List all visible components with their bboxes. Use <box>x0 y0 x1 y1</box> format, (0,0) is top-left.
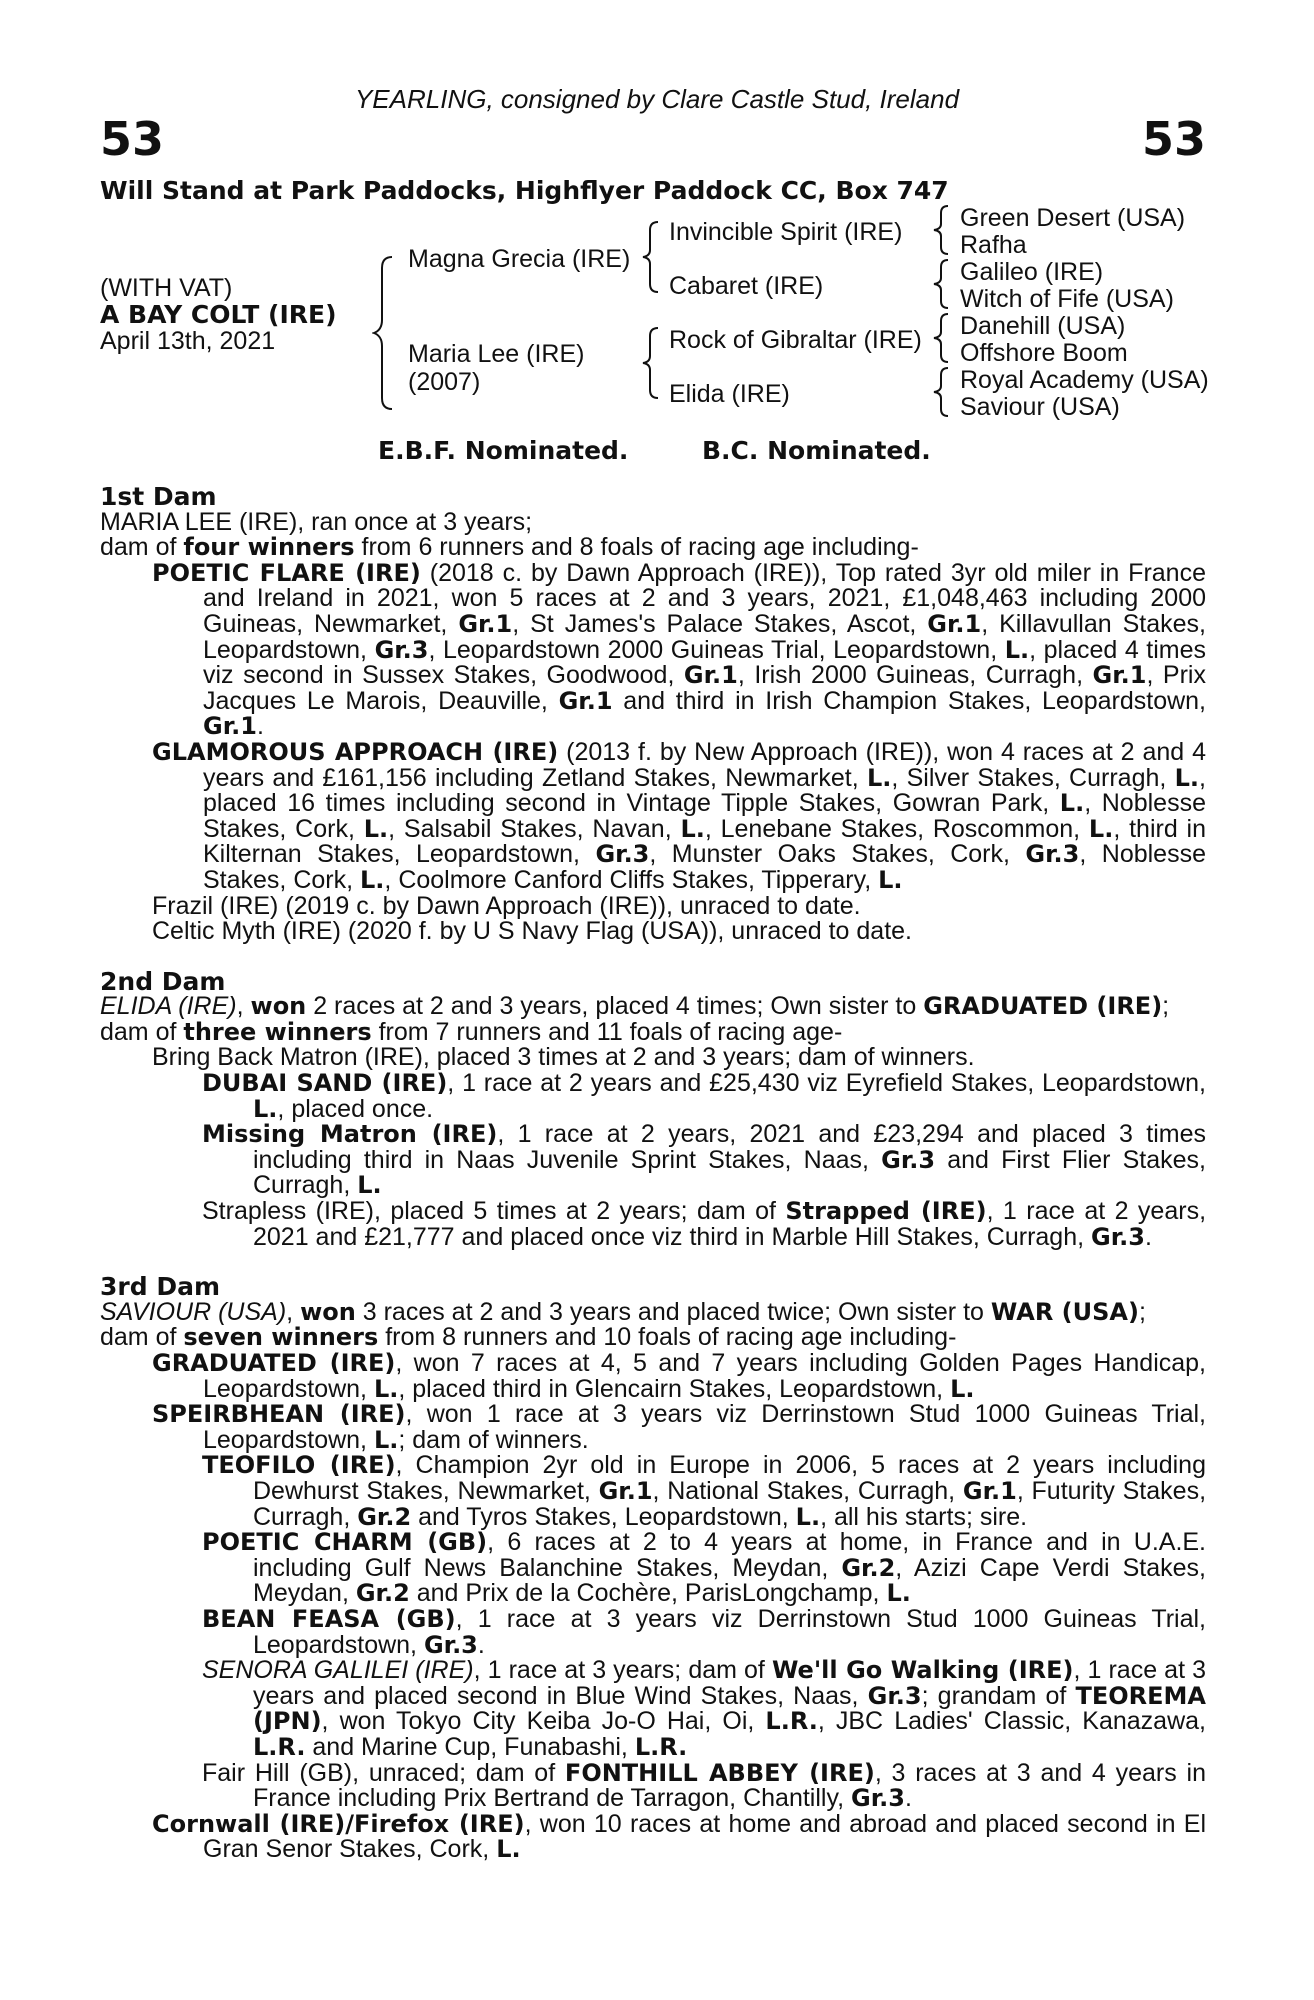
text-span: dam of <box>100 1017 184 1046</box>
third-dam-line1 <box>100 1297 1206 1326</box>
consignment-header: YEARLING, consigned by Clare Castle Stud, Ireland <box>354 84 960 114</box>
bold-span: Gr.2 <box>841 1553 896 1582</box>
text-span: from 6 runners and 8 foals of racing age including- <box>354 533 919 562</box>
pedigree-brace-g56 <box>930 312 952 364</box>
bold-span: L. <box>496 1835 521 1864</box>
bold-span: Strapped (IRE) <box>785 1197 987 1226</box>
text-span: Strapless (IRE), placed 5 times at 2 years; dam of <box>202 1197 786 1226</box>
bold-span: L. <box>878 865 903 894</box>
text-span: , JBC Ladies' Classic, Kanazawa, <box>817 1707 1206 1736</box>
first-dam-line1: MARIA LEE (IRE), ran once at 3 years; <box>100 507 533 536</box>
bold-span: L.R. <box>634 1732 688 1761</box>
bold-span: Gr.3 <box>1091 1222 1145 1251</box>
text-span: , won 10 races at home and abroad and placed second in El Gran Senor Stakes, Cork, <box>203 1809 1206 1864</box>
gp-1: Green Desert (USA) <box>960 204 1186 232</box>
bold-span: L. <box>373 1374 399 1403</box>
pedigree-brace-main <box>372 254 398 412</box>
text-span: ; <box>1138 1297 1146 1326</box>
bold-span: L. <box>363 814 389 843</box>
text-span: dam of <box>100 1323 184 1352</box>
text-span: dam of <box>100 533 184 562</box>
bold-span: L.R. <box>253 1732 306 1761</box>
bold-span: FONTHILL ABBEY (IRE) <box>564 1758 875 1787</box>
bold-span: L. <box>1174 763 1200 792</box>
text-span: and Prix de la Cochère, ParisLongchamp, <box>409 1579 887 1608</box>
bold-span: Missing Matron (IRE) <box>202 1120 498 1149</box>
text-span: , Leopardstown 2000 Guineas Trial, Leopardstown, <box>428 635 1005 664</box>
text-span: Fair Hill (GB), unraced; dam of <box>202 1758 565 1787</box>
ebf-nomination: E.B.F. Nominated. <box>378 436 629 465</box>
bc-nomination: B.C. Nominated. <box>702 436 931 465</box>
bold-span: GLAMOROUS APPROACH (IRE) <box>152 737 559 766</box>
bold-span: L. <box>886 1579 911 1608</box>
bold-span: Gr.3 <box>595 840 650 869</box>
sire-sire: Invincible Spirit (IRE) <box>669 218 903 246</box>
bold-span: Cornwall (IRE)/Firefox (IRE) <box>152 1809 525 1838</box>
bold-span: Gr.2 <box>355 1579 410 1608</box>
bold-span: L. <box>950 1374 975 1403</box>
text-span: , Killavullan Stakes, Leopardstown, <box>203 609 1206 664</box>
text-span: , National Stakes, Curragh, <box>652 1476 963 1505</box>
text-span: , 3 races at 3 and 4 years in France including Prix Bertrand de Tarragon, Chantilly, <box>253 1758 1206 1813</box>
bold-span: TEOREMA (JPN) <box>253 1681 1206 1736</box>
text-span: , 1 race at 3 years viz Derrinstown Stud 1000 Guineas Trial, Leopardstown, <box>253 1604 1206 1659</box>
produce-entry <box>100 1402 1206 1453</box>
second-dam-line1 <box>100 994 1206 1020</box>
produce-entry <box>100 1071 1206 1122</box>
text-span: , third in Kilternan Stakes, Leopardstown, <box>203 814 1206 869</box>
dam-year: (2007) <box>408 368 481 396</box>
pedigree-brace-g34 <box>930 258 952 310</box>
stand-location: Will Stand at Park Paddocks, Highflyer Paddock CC, Box 747 <box>100 176 949 205</box>
produce-entry: Frazil (IRE) (2019 c. by Dawn Approach (IRE)), unraced to date. <box>152 891 861 920</box>
pedigree-brace-dam <box>640 326 662 400</box>
text-span: (2013 f. by New Approach (IRE)), won 4 races at 2 and 4 years and £161,156 including Zetland Stakes, Newmarket, <box>203 737 1207 792</box>
italic-span: SENORA GALILEI (IRE) <box>202 1656 474 1685</box>
pedigree-brace-sire <box>640 220 662 294</box>
gp-8: Saviour (USA) <box>960 393 1120 421</box>
bold-span: four winners <box>183 533 355 562</box>
text-span: , placed third in Glencairn Stakes, Leopardstown, <box>398 1374 951 1403</box>
text-span: , 1 race at 3 years; dam of <box>473 1656 772 1685</box>
horse-name: A BAY COLT (IRE) <box>100 300 337 329</box>
produce-entry <box>100 1809 1206 1864</box>
gp-3: Galileo (IRE) <box>960 258 1104 286</box>
bold-span: L. <box>373 1425 399 1454</box>
produce-entry: Celtic Myth (IRE) (2020 f. by U S Navy Flag (USA)), unraced to date. <box>152 917 912 946</box>
bold-span: won <box>300 1297 356 1326</box>
second-dam-line2 <box>100 1017 1206 1046</box>
bold-span: Gr.3 <box>374 635 429 664</box>
italic-span: ELIDA (IRE) <box>100 992 237 1021</box>
bold-span: Gr.1 <box>458 609 513 638</box>
text-span: , all his starts; sire. <box>820 1502 1028 1531</box>
text-span: , placed 4 times viz second in Sussex Stakes, Goodwood, <box>203 635 1206 690</box>
text-span: , 1 race at 3 years and placed second in Blue Wind Stakes, Naas, <box>253 1656 1206 1710</box>
bold-span: L. <box>866 763 892 792</box>
bold-span: L. <box>795 1502 821 1531</box>
dam-sire: Rock of Gibraltar (IRE) <box>669 326 922 354</box>
pedigree-brace-g12 <box>930 204 952 256</box>
sire: Magna Grecia (IRE) <box>408 245 631 273</box>
bold-span: L. <box>1059 789 1085 818</box>
bold-span: three winners <box>183 1017 372 1046</box>
bold-span: Gr.3 <box>1025 840 1080 869</box>
pedigree-brace-g78 <box>930 366 952 418</box>
gp-2: Rafha <box>960 231 1027 259</box>
bold-span: Gr.3 <box>423 1630 478 1659</box>
bold-span: POETIC CHARM (GB) <box>202 1528 488 1557</box>
text-span: and Tyros Stakes, Leopardstown, <box>411 1502 796 1531</box>
bold-span: Gr.1 <box>1092 661 1147 690</box>
dam-dam: Elida (IRE) <box>669 380 790 408</box>
text-span: , Noblesse Stakes, Cork, <box>203 840 1206 894</box>
bold-span: L. <box>357 1171 382 1200</box>
produce-entry <box>100 1199 1206 1250</box>
text-span: , placed once. <box>277 1094 434 1123</box>
bold-span: Gr.1 <box>598 1476 653 1505</box>
text-span: , Futurity Stakes, Curragh, <box>253 1476 1207 1531</box>
text-span: , Silver Stakes, Curragh, <box>891 763 1175 792</box>
bold-span: We'll Go Walking (IRE) <box>771 1656 1074 1685</box>
lot-number-right: 53 <box>1141 112 1206 166</box>
gp-6: Offshore Boom <box>960 339 1128 367</box>
bold-span: won <box>250 992 307 1021</box>
text-span: (2018 c. by Dawn Approach (IRE)), Top rated 3yr old miler in France and Ireland in 2021, won 5 races at 2 and 3 years, 2021, £1,048,463 including 2000 Guineas, Newmarket, <box>203 558 1206 638</box>
bold-span: Gr.2 <box>357 1502 412 1531</box>
text-span: , 1 race at 2 years, 2021 and £23,294 and placed 3 times including third in Naas Juvenile Sprint Stakes, Naas, <box>253 1120 1206 1174</box>
bold-span: GRADUATED (IRE) <box>152 1349 396 1377</box>
bold-span: Gr.3 <box>851 1784 905 1813</box>
text-span: , Noblesse Stakes, Cork, <box>203 789 1206 843</box>
text-span: , Coolmore Canford Cliffs Stakes, Tipperary, <box>384 865 879 894</box>
gp-7: Royal Academy (USA) <box>960 366 1209 394</box>
bold-span: L. <box>680 814 705 843</box>
text-span: , St James's Palace Stakes, Ascot, <box>512 609 928 638</box>
text-span: . <box>256 712 264 741</box>
text-span: ; <box>1162 992 1170 1021</box>
text-span: , <box>286 1297 301 1326</box>
bold-span: WAR (USA) <box>990 1297 1139 1326</box>
text-span: , 6 races at 2 to 4 years at home, in France and in U.A.E. including Gulf News Balanchine Stakes, Meydan, <box>253 1528 1207 1582</box>
text-span: , Irish 2000 Guineas, Curragh, <box>737 661 1093 690</box>
text-span: and Marine Cup, Funabashi, <box>305 1732 635 1761</box>
text-span: , 1 race at 2 years and £25,430 viz Eyrefield Stakes, Leopardstown, <box>447 1069 1206 1098</box>
catalogue-body <box>100 484 1206 1863</box>
bold-span: Gr.3 <box>867 1681 922 1710</box>
bold-span: L. <box>360 865 385 894</box>
second-dam-heading: 2nd Dam <box>100 966 226 996</box>
text-span: and third in Irish Champion Stakes, Leopardstown, <box>612 686 1206 715</box>
text-span: ; grandam of <box>921 1681 1076 1710</box>
text-span: , placed 16 times including second in Vintage Tipple Stakes, Gowran Park, <box>203 763 1206 818</box>
produce-entry <box>100 1122 1206 1199</box>
bold-span: Gr.1 <box>558 686 613 715</box>
produce-entry <box>100 737 1207 894</box>
bold-span: GRADUATED (IRE) <box>923 992 1163 1021</box>
bold-span: Gr.1 <box>927 609 982 638</box>
text-span: , Azizi Cape Verdi Stakes, Meydan, <box>253 1553 1206 1608</box>
text-span: , won Tokyo City Keiba Jo-O Hai, Oi, <box>321 1707 766 1736</box>
text-span: and First Flier Stakes, Curragh, <box>253 1145 1206 1200</box>
bold-span: DUBAI SAND (IRE) <box>202 1069 448 1098</box>
bold-span: seven winners <box>183 1323 379 1352</box>
vat-note: (WITH VAT) <box>100 274 233 302</box>
third-dam-heading: 3rd Dam <box>100 1272 220 1302</box>
text-span: , <box>236 992 251 1021</box>
produce-entry <box>100 1758 1206 1813</box>
italic-span: SAVIOUR (USA) <box>100 1297 287 1326</box>
first-dam-line2 <box>100 535 1206 561</box>
text-span: . <box>477 1630 485 1659</box>
foaling-date: April 13th, 2021 <box>100 327 276 355</box>
produce-entry <box>100 1530 1206 1607</box>
text-span: from 7 runners and 11 foals of racing age- <box>371 1017 843 1046</box>
text-span: , won 7 races at 4, 5 and 7 years including Golden Pages Handicap, Leopardstown, <box>203 1349 1207 1403</box>
bold-span: L. <box>1004 635 1030 664</box>
bold-span: TEOFILO (IRE) <box>202 1451 396 1480</box>
produce-entry: Bring Back Matron (IRE), placed 3 times at 2 and 3 years; dam of winners. <box>152 1043 975 1072</box>
text-span: . <box>904 1784 912 1813</box>
bold-span: SPEIRBHEAN (IRE) <box>152 1400 406 1429</box>
text-span: 2 races at 2 and 3 years, placed 4 times; Own sister to <box>306 992 924 1021</box>
gp-5: Danehill (USA) <box>960 312 1126 340</box>
text-span: 3 races at 2 and 3 years and placed twice; Own sister to <box>355 1297 991 1326</box>
gp-4: Witch of Fife (USA) <box>960 285 1174 313</box>
produce-entry <box>100 1351 1206 1402</box>
text-span: from 8 runners and 10 foals of racing age including- <box>378 1323 957 1352</box>
first-dam-heading: 1st Dam <box>100 482 217 511</box>
text-span: . <box>1144 1222 1152 1251</box>
bold-span: Gr.3 <box>881 1145 936 1174</box>
produce-entry <box>100 1453 1206 1530</box>
produce-entry <box>100 1658 1206 1760</box>
sire-dam: Cabaret (IRE) <box>669 272 824 300</box>
text-span: ; dam of winners. <box>398 1425 589 1454</box>
dam: Maria Lee (IRE) <box>408 340 585 368</box>
bold-span: Gr.1 <box>203 712 257 741</box>
text-span: , Lenebane Stakes, Roscommon, <box>704 814 1089 843</box>
text-span: , 1 race at 2 years, 2021 and £21,777 and placed once viz third in Marble Hill Stakes, Curragh, <box>253 1197 1207 1251</box>
lot-number-left: 53 <box>100 112 165 166</box>
bold-span: POETIC FLARE (IRE) <box>152 558 421 587</box>
third-dam-line2 <box>100 1325 1206 1351</box>
bold-span: BEAN FEASA (GB) <box>202 1604 456 1633</box>
text-span: , Champion 2yr old in Europe in 2006, 5 races at 2 years including Dewhurst Stakes, Newmarket, <box>253 1451 1206 1505</box>
bold-span: Gr.1 <box>683 661 738 690</box>
produce-entry <box>100 558 1206 741</box>
text-span: , Munster Oaks Stakes, Cork, <box>649 840 1026 869</box>
text-span: , Prix Jacques Le Marois, Deauville, <box>203 661 1206 715</box>
bold-span: L.R. <box>765 1707 818 1736</box>
bold-span: Gr.1 <box>962 1476 1017 1505</box>
text-span: , Salsabil Stakes, Navan, <box>388 814 681 843</box>
text-span: , won 1 race at 3 years viz Derrinstown Stud 1000 Guineas Trial, Leopardstown, <box>203 1400 1206 1454</box>
bold-span: L. <box>1088 814 1114 843</box>
bold-span: L. <box>253 1094 278 1123</box>
produce-entry <box>100 1604 1206 1659</box>
